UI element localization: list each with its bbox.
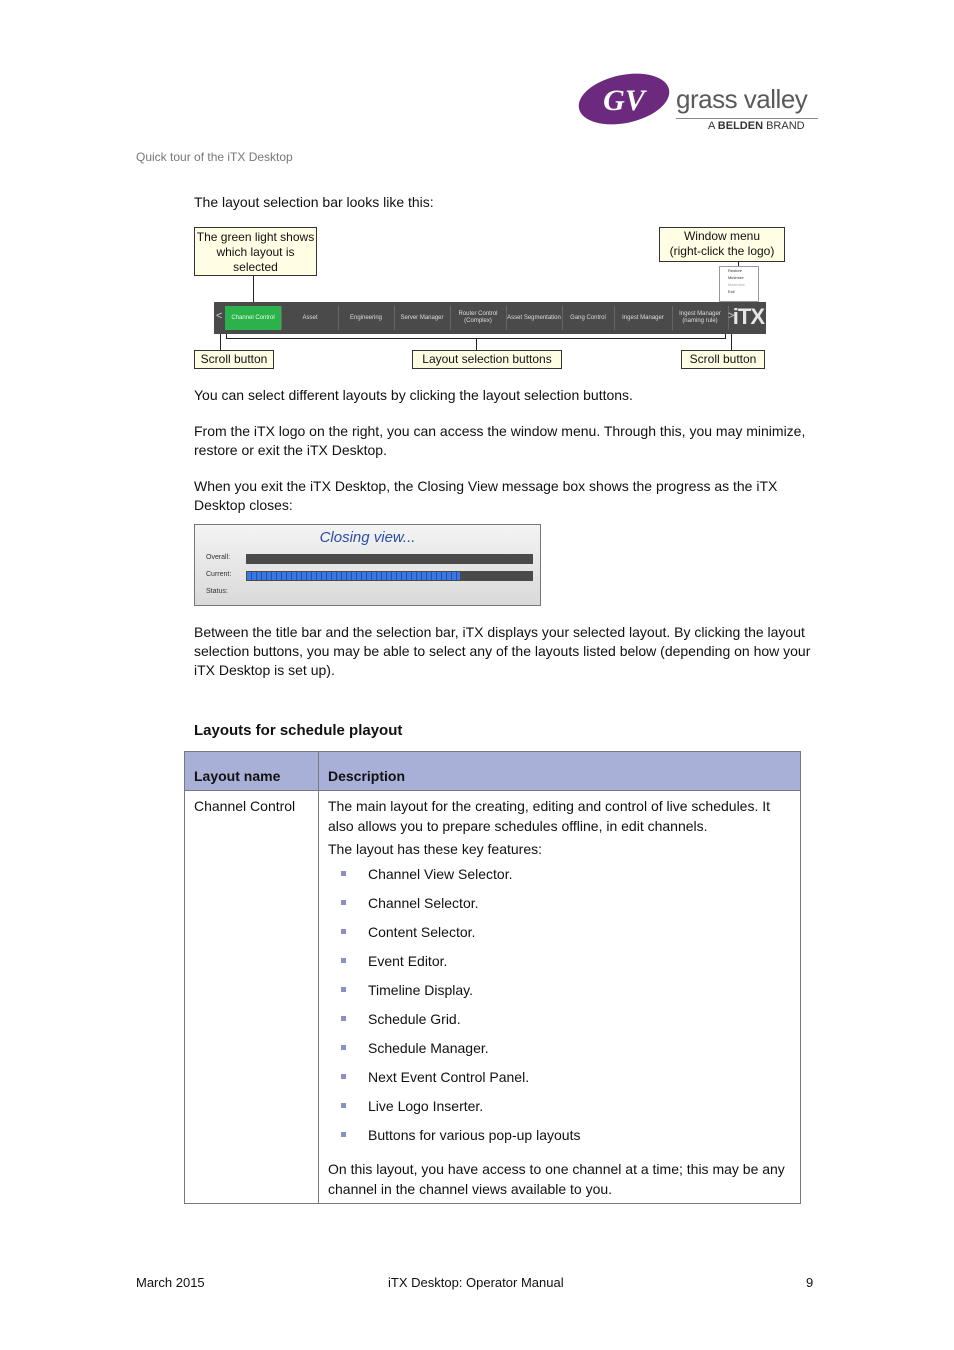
- description-cell: [319, 791, 801, 1204]
- menu-item-maximize[interactable]: Maximize: [728, 282, 745, 287]
- menu-item-minimize[interactable]: Minimize: [728, 275, 744, 280]
- scroll-right-button[interactable]: >: [728, 310, 735, 322]
- callout-layout-buttons: Layout selection buttons: [412, 350, 562, 369]
- paragraph: From the iTX logo on the right, you can access the window menu. Through this, you may minimize, restore or exit the iTX Desktop.: [194, 423, 806, 458]
- table-row: [185, 791, 801, 1204]
- current-progress-fill: [247, 572, 460, 580]
- svg-text:GV: GV: [603, 84, 645, 117]
- closing-view-title: Closing view...: [319, 529, 416, 546]
- footer-doc-title: iTX Desktop: Operator Manual: [388, 1275, 564, 1290]
- layout-button-asset[interactable]: Asset: [282, 306, 339, 330]
- closing-view-dialog: [194, 524, 541, 606]
- scroll-left-button[interactable]: <: [216, 310, 223, 322]
- callout-leader: [476, 338, 477, 350]
- status-label: Status:: [206, 588, 228, 595]
- current-label: Current:: [206, 571, 232, 578]
- layout-button-channel-control[interactable]: Channel Control: [225, 306, 282, 330]
- brand-divider: [676, 118, 818, 119]
- description-text: The main layout for the creating, editing and control of live schedules. It also allows you to prepare schedules offline, in edit channels.: [328, 798, 771, 834]
- layout-button-ingest-manager[interactable]: Ingest Manager: [614, 306, 673, 330]
- callout-leader: [220, 334, 221, 350]
- current-progress-bar: [246, 571, 533, 581]
- table-header-row: [185, 752, 801, 791]
- feature-list: [328, 865, 791, 1155]
- itx-logo[interactable]: iTX: [732, 304, 764, 329]
- layout-button-gang-control[interactable]: Gang Control: [562, 306, 615, 330]
- list-item: Channel View Selector.: [328, 865, 791, 894]
- list-item: Live Logo Inserter.: [328, 1097, 791, 1126]
- description-text: On this layout, you have access to one channel at a time; this may be any channel in the channel views available to you.: [328, 1161, 785, 1197]
- layout-button-router-control[interactable]: Router Control (Complex): [450, 306, 507, 330]
- list-item: Channel Selector.: [328, 894, 791, 923]
- brand-subtitle: A BELDEN BRAND: [708, 120, 805, 132]
- section-heading: Layouts for schedule playout: [194, 722, 403, 739]
- footer-date: March 2015: [136, 1275, 205, 1290]
- layout-button-asset-segmentation[interactable]: Asset Segmentation: [506, 306, 563, 330]
- callout-window-menu: Window menu (right-click the logo): [659, 227, 785, 262]
- page-number: 9: [806, 1275, 814, 1290]
- window-menu: [719, 266, 759, 302]
- list-item: Schedule Manager.: [328, 1039, 791, 1068]
- callout-scroll-right: Scroll button: [681, 350, 765, 369]
- layouts-table: [184, 751, 801, 1204]
- list-item: Timeline Display.: [328, 981, 791, 1010]
- menu-item-restore[interactable]: Restore: [728, 268, 743, 273]
- callout-leader: [731, 334, 732, 350]
- layout-button-ingest-manager-naming[interactable]: Ingest Manager (naming rule): [672, 306, 729, 330]
- layout-button-engineering[interactable]: Engineering: [338, 306, 395, 330]
- bracket-end: [226, 334, 227, 339]
- layout-name-cell: Channel Control: [185, 791, 319, 1204]
- layout-button-server-manager[interactable]: Server Manager: [394, 306, 451, 330]
- callout-scroll-left: Scroll button: [194, 350, 274, 369]
- layout-selection-bar: [214, 302, 766, 334]
- list-item: Buttons for various pop-up layouts: [328, 1126, 791, 1155]
- list-item: Next Event Control Panel.: [328, 1068, 791, 1097]
- paragraph: You can select different layouts by clicking the layout selection buttons.: [194, 387, 633, 403]
- overall-label: Overall:: [206, 554, 231, 561]
- list-item: Event Editor.: [328, 952, 791, 981]
- running-header: Quick tour of the iTX Desktop: [136, 150, 293, 164]
- bracket-end: [725, 334, 726, 339]
- list-item: Schedule Grid.: [328, 1010, 791, 1039]
- paragraph: When you exit the iTX Desktop, the Closing View message box shows the progress as the iTX Desktop closes:: [194, 478, 778, 513]
- brand-name: grass valley: [676, 84, 808, 114]
- overall-progress-bar: [246, 554, 533, 564]
- callout-green-light: The green light shows which layout is selected: [194, 227, 317, 276]
- description-text: The layout has these key features:: [328, 841, 543, 857]
- paragraph: Between the title bar and the selection bar, iTX displays your selected layout. By clicking the layout selection buttons, you may be able to select any of the layouts listed below (depending on how your iTX Desktop is set up).: [194, 624, 811, 678]
- column-header-description: Description: [319, 752, 801, 791]
- list-item: Content Selector.: [328, 923, 791, 952]
- menu-item-exit[interactable]: Exit: [728, 289, 735, 294]
- intro-text: The layout selection bar looks like this:: [194, 194, 434, 210]
- column-header-name: Layout name: [185, 752, 319, 791]
